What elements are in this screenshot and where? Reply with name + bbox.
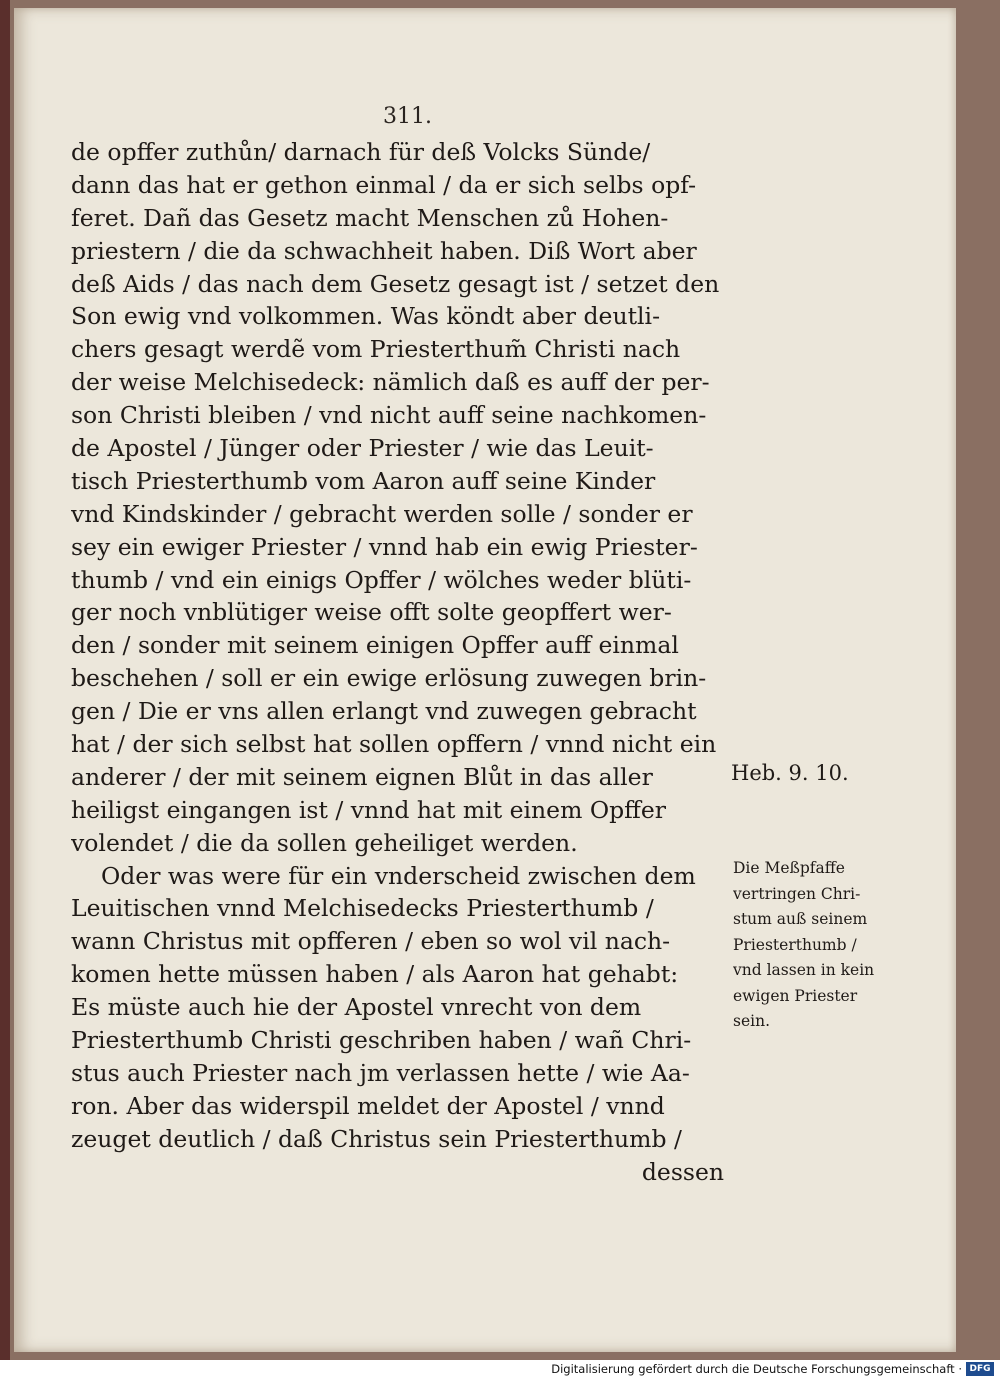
page-number: 311. bbox=[383, 104, 432, 129]
text-line: zeuget deutlich / daß Christus sein Priesterthumb / bbox=[71, 1124, 682, 1153]
margin-note-line: vnd lassen in kein bbox=[733, 961, 875, 979]
text-line: der weise Melchisedeck: nämlich daß es auff der per- bbox=[71, 368, 710, 397]
text-line: Priesterthumb Christi geschriben haben / wañ Chri- bbox=[71, 1026, 692, 1055]
margin-note-line: stum auß seinem bbox=[733, 910, 868, 928]
margin-note-line: sein. bbox=[733, 1012, 770, 1030]
book-binding-edge bbox=[0, 0, 10, 1360]
text-line: priestern / die da schwachheit haben. Diß Wort aber bbox=[71, 236, 697, 265]
text-line: feret. Dañ das Gesetz macht Menschen zů Hohen- bbox=[71, 203, 669, 232]
text-line: den / sonder mit seinem einigen Opffer auff einmal bbox=[71, 631, 679, 660]
margin-note-line: ewigen Priester bbox=[733, 986, 858, 1005]
main-text-block bbox=[71, 136, 736, 1189]
text-line: sey ein ewiger Priester / vnnd hab ein ewig Priester- bbox=[71, 532, 698, 561]
text-line: gen / Die er vns allen erlangt vnd zuwegen gebracht bbox=[71, 697, 697, 726]
text-line: dann das hat er gethon einmal / da er sich selbs opf- bbox=[71, 170, 697, 199]
margin-scripture-reference: Heb. 9. 10. bbox=[731, 761, 849, 785]
catchword: dessen bbox=[641, 1157, 724, 1186]
text-line: deß Aids / das nach dem Gesetz gesagt ist / setzet den bbox=[71, 269, 720, 298]
text-line: tisch Priesterthumb vom Aaron auff seine Kinder bbox=[71, 466, 656, 495]
footer-bar bbox=[0, 1360, 1000, 1379]
text-line: chers gesagt werdẽ vom Priesterthum̃ Christi nach bbox=[71, 335, 681, 364]
text-line: beschehen / soll er ein ewige erlösung zuwegen brin- bbox=[71, 664, 707, 693]
text-line: volendet / die da sollen geheiliget werden. bbox=[71, 828, 578, 857]
text-line: anderer / der mit seinem eignen Blůt in das aller bbox=[71, 762, 653, 791]
text-line: ron. Aber das widerspil meldet der Apostel / vnnd bbox=[71, 1091, 665, 1120]
text-line: vnd Kindskinder / gebracht werden solle / sonder er bbox=[71, 499, 693, 528]
text-line: Es müste auch hie der Apostel vnrecht von dem bbox=[71, 993, 642, 1022]
text-line: Leuitischen vnnd Melchisedecks Priesterthumb / bbox=[71, 894, 654, 923]
text-line: Oder was were für ein vnderscheid zwischen dem bbox=[101, 861, 696, 890]
funding-credit: Digitalisierung gefördert durch die Deutsche Forschungsgemeinschaft · bbox=[551, 1362, 962, 1376]
margin-note-line: Priesterthumb / bbox=[733, 935, 857, 954]
text-line: hat / der sich selbst hat sollen opffern / vnnd nicht ein bbox=[71, 730, 717, 759]
text-line: komen hette müssen haben / als Aaron hat gehabt: bbox=[71, 960, 679, 989]
text-line: de Apostel / Jünger oder Priester / wie das Leuit- bbox=[71, 434, 654, 463]
margin-note-line: vertringen Chri- bbox=[733, 884, 861, 903]
text-line: heiligst eingangen ist / vnnd hat mit einem Opffer bbox=[71, 795, 666, 824]
margin-note-line: Die Meßpfaffe bbox=[733, 859, 845, 877]
text-line: son Christi bleiben / vnd nicht auff seine nachkomen- bbox=[71, 401, 707, 430]
text-line: de opffer zuthůn/ darnach für deß Volcks Sünde/ bbox=[71, 138, 651, 166]
dfg-logo-icon: DFG bbox=[966, 1362, 994, 1376]
text-line: wann Christus mit opfferen / eben so wol vil nach- bbox=[71, 927, 671, 956]
book-page bbox=[14, 8, 956, 1352]
text-line: ger noch vnblütiger weise offt solte geopffert wer- bbox=[71, 598, 672, 627]
text-line: Son ewig vnd volkommen. Was köndt aber deutli- bbox=[71, 302, 661, 331]
text-line: stus auch Priester nach jm verlassen hette / wie Aa- bbox=[71, 1058, 690, 1087]
text-line: thumb / vnd ein einigs Opffer / wölches weder blüti- bbox=[71, 565, 692, 594]
margin-note bbox=[733, 856, 913, 1035]
